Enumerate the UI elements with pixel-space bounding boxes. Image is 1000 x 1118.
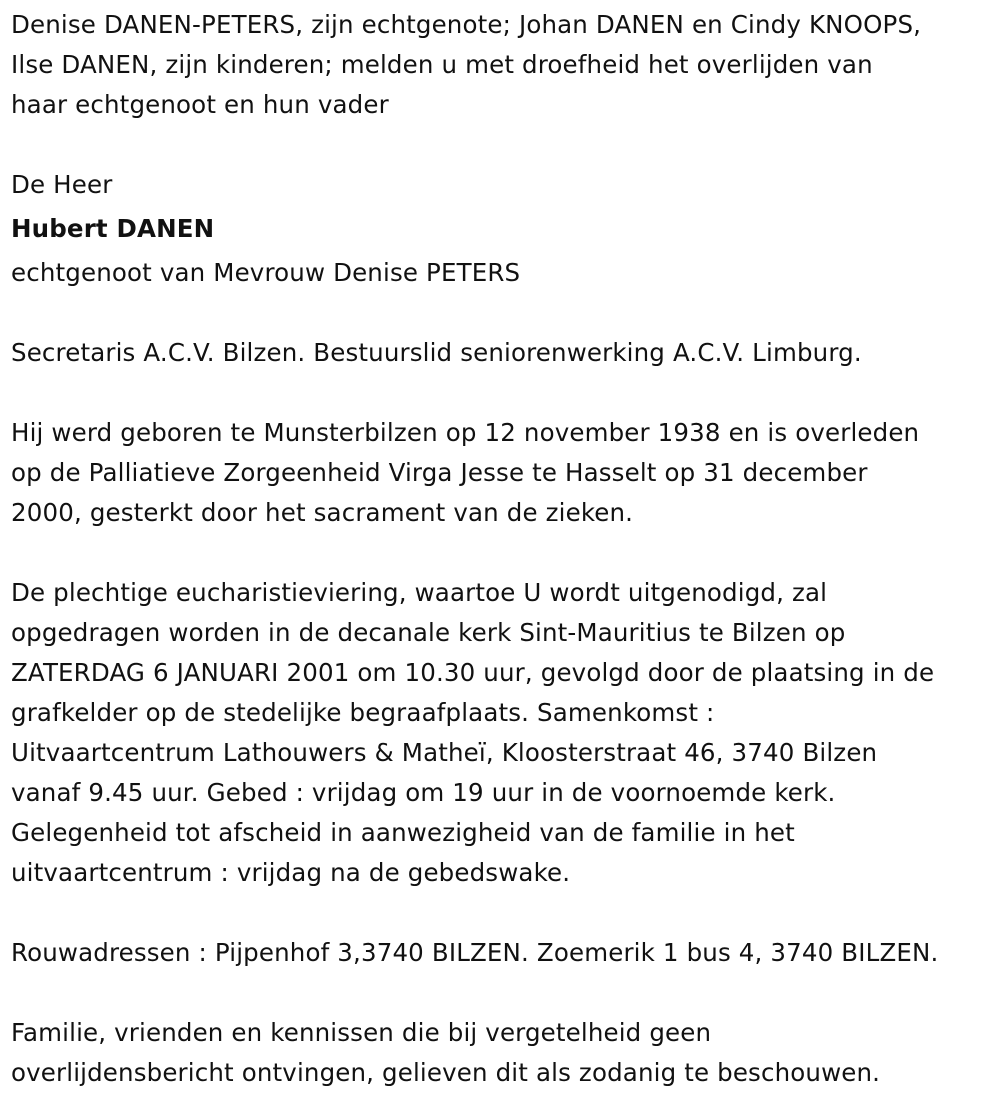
- ceremony-line: ZATERDAG 6 JANUARI 2001 om 10.30 uur, gevolgd door de plaatsing in de: [11, 658, 935, 687]
- ceremony-line: De plechtige eucharistieviering, waartoe U wordt uitgenodigd, zal: [11, 578, 828, 607]
- salutation: De Heer: [11, 170, 113, 199]
- intro-paragraph: [11, 5, 996, 125]
- addresses-paragraph: Rouwadressen : Pijpenhof 3,3740 BILZEN. Zoemerik 1 bus 4, 3740 BILZEN.: [11, 938, 939, 967]
- ceremony-line: Uitvaartcentrum Lathouwers & Matheï, Kloosterstraat 46, 3740 Bilzen: [11, 738, 878, 767]
- roles-paragraph: Secretaris A.C.V. Bilzen. Bestuurslid seniorenwerking A.C.V. Limburg.: [11, 338, 862, 367]
- ceremony-line: uitvaartcentrum : vrijdag na de gebedswake.: [11, 858, 571, 887]
- deceased-name: Hubert DANEN: [11, 214, 215, 243]
- closing-line: Familie, vrienden en kennissen die bij vergetelheid geen: [11, 1018, 712, 1047]
- ceremony-line: opgedragen worden in de decanale kerk Sint-Mauritius te Bilzen op: [11, 618, 846, 647]
- ceremony-line: grafkelder op de stedelijke begraafplaats. Samenkomst :: [11, 698, 715, 727]
- death-notice: [11, 5, 996, 1093]
- birth-death-paragraph: [11, 413, 996, 533]
- spouse-line: echtgenoot van Mevrouw Denise PETERS: [11, 258, 521, 287]
- intro-line: Ilse DANEN, zijn kinderen; melden u met droefheid het overlijden van: [11, 50, 873, 79]
- birth-death-line: op de Palliatieve Zorgeenheid Virga Jesse te Hasselt op 31 december: [11, 458, 868, 487]
- ceremony-line: vanaf 9.45 uur. Gebed : vrijdag om 19 uur in de voornoemde kerk.: [11, 778, 836, 807]
- intro-line: Denise DANEN-PETERS, zijn echtgenote; Johan DANEN en Cindy KNOOPS,: [11, 10, 922, 39]
- birth-death-line: 2000, gesterkt door het sacrament van de zieken.: [11, 498, 634, 527]
- ceremony-paragraph: [11, 573, 996, 893]
- intro-line: haar echtgenoot en hun vader: [11, 90, 389, 119]
- ceremony-line: Gelegenheid tot afscheid in aanwezigheid van de familie in het: [11, 818, 795, 847]
- closing-paragraph: [11, 1013, 996, 1093]
- birth-death-line: Hij werd geboren te Munsterbilzen op 12 november 1938 en is overleden: [11, 418, 920, 447]
- closing-line: overlijdensbericht ontvingen, gelieven dit als zodanig te beschouwen.: [11, 1058, 881, 1087]
